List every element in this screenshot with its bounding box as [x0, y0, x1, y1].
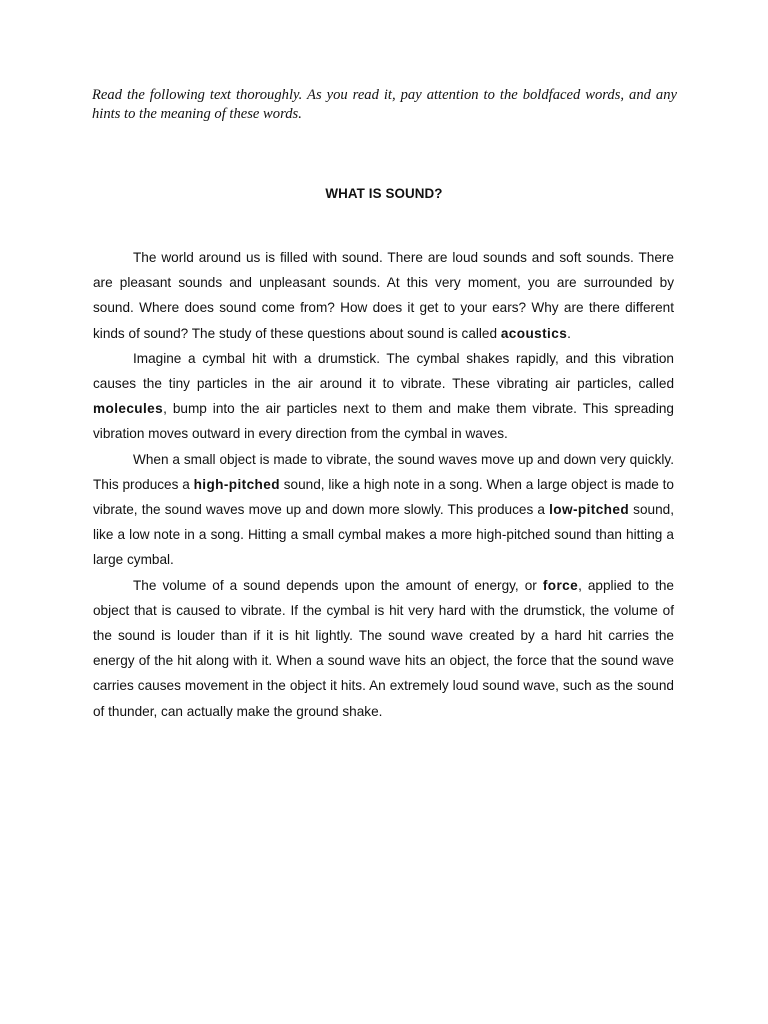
- keyword-high-pitched: high-pitched: [193, 476, 280, 492]
- keyword-molecules: molecules: [93, 401, 164, 417]
- paragraph-molecules: [93, 346, 674, 447]
- keyword-low-pitched: low-pitched: [549, 502, 630, 518]
- keyword-acoustics: acoustics: [500, 325, 568, 341]
- paragraph-force: [93, 573, 674, 724]
- article-body: [93, 245, 674, 724]
- paragraph-text: , bump into the air particles next to them and make them vibrate. This spreading vibration moves outward in every direction from the cymbal in waves.: [93, 401, 674, 442]
- keyword-force: force: [542, 577, 579, 593]
- paragraph-text: The world around us is filled with sound. There are loud sounds and soft sounds. There are pleasant sounds and unpleasant sounds. At this very moment, you are surrounded by sound. Where does sound come from? How does it get to your ears? Why are there different kinds of sound? The study of these questions about sound is called: [93, 250, 674, 341]
- page-title: WHAT IS SOUND?: [325, 186, 443, 201]
- paragraph-text: .: [567, 325, 571, 341]
- paragraph-text: Imagine a cymbal hit with a drumstick. The cymbal shakes rapidly, and this vibration causes the tiny particles in the air around it to vibrate. These vibrating air particles, called: [93, 350, 674, 392]
- paragraph-text: The volume of a sound depends upon the amount of energy, or: [133, 577, 543, 593]
- paragraph-text: sound, like a low note in a song. Hitting a small cymbal makes a more high-pitched sound than hitting a large cymbal.: [93, 502, 674, 568]
- reading-instructions: Read the following text thoroughly. As you read it, pay attention to the boldfaced words, and any hints to the meaning of these words.: [92, 87, 677, 122]
- paragraph-text: , applied to the object that is caused to vibrate. If the cymbal is hit very hard with the drumstick, the volume of the sound is louder than if it is hit lightly. The sound wave created by a hard hit carries the energy of the hit along with it. When a sound wave hits an object, the force that the sound wave carries causes movement in the object it hits. An extremely loud sound wave, such as the sound of thunder, can actually make the ground shake.: [93, 577, 674, 719]
- paragraph-text: When a small object is made to vibrate, the sound waves move up and down very quickly. This produces a: [93, 451, 674, 492]
- paragraph-text: sound, like a high note in a song. When a large object is made to vibrate, the sound waves move up and down more slowly. This produces a: [93, 476, 674, 518]
- paragraph-acoustics: [93, 245, 674, 346]
- paragraph-pitch: [93, 447, 674, 573]
